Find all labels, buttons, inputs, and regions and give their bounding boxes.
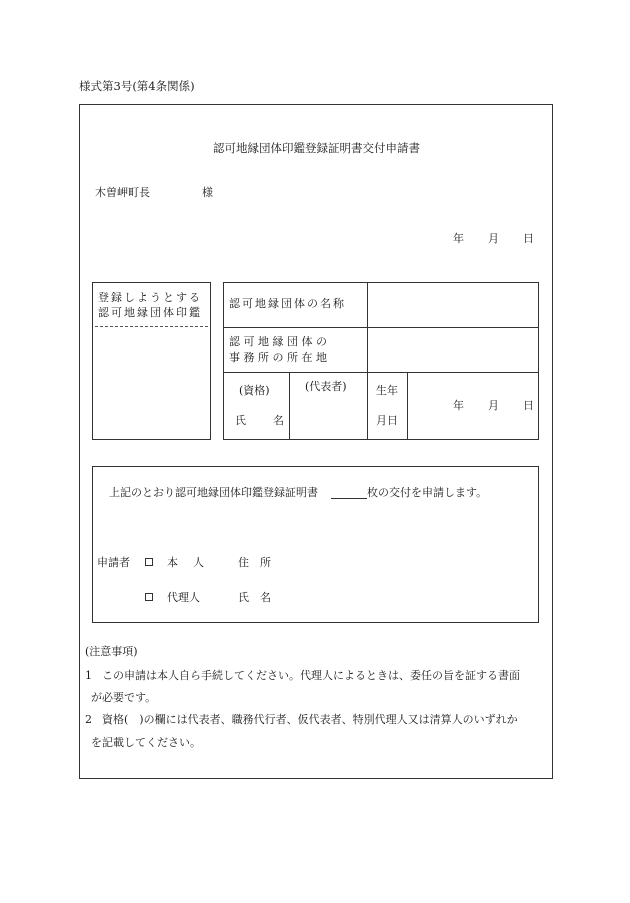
date-month-label: 月 — [488, 232, 499, 245]
birth-day-label: 日 — [523, 399, 534, 412]
office-address-field[interactable] — [368, 328, 538, 372]
application-statement-before: 上記のとおり認可地縁団体印鑑登録証明書 — [109, 486, 318, 499]
applicant-self-label: 本 人 — [167, 556, 206, 569]
table-representative-divider — [367, 372, 368, 440]
applicant-name-label: 氏 名 — [238, 591, 271, 604]
seal-box-label-line2: 認可地縁団体印鑑 — [98, 306, 202, 319]
applicant-address-field[interactable] — [280, 552, 530, 572]
note-2-line1: 資格( )の欄には代表者、職務代行者、仮代表者、特別代理人又は清算人のいずれか — [102, 713, 518, 726]
date-day-label: 日 — [523, 232, 534, 245]
date-year-label: 年 — [453, 232, 464, 245]
birth-month-label: 月 — [488, 399, 499, 412]
applicant-name-field[interactable] — [280, 587, 530, 607]
org-name-label: 認可地縁団体の名称 — [229, 297, 346, 310]
note-2-line2: を記載してください。 — [91, 736, 201, 749]
copies-blank[interactable] — [331, 498, 367, 499]
notes-heading: (注意事項) — [85, 645, 138, 658]
form-number: 様式第3号(第4条関係) — [79, 79, 195, 93]
applicant-agent-checkbox[interactable] — [145, 593, 153, 601]
form-title: 認可地縁団体印鑑登録証明書交付申請書 — [213, 141, 420, 155]
birthdate-label-line1: 生年 — [376, 384, 398, 397]
qualification-label: (資格) — [239, 384, 270, 397]
applicant-label: 申請者 — [97, 556, 130, 569]
representative-label: (代表者) — [305, 380, 347, 393]
office-address-label-line1: 認 可 地 縁 団 体 の — [229, 335, 327, 348]
table-birthdate-divider — [407, 372, 408, 440]
note-1-number: 1 — [85, 669, 92, 682]
seal-box-divider — [95, 326, 208, 327]
seal-box-label-line1: 登録しようとする — [98, 291, 202, 304]
applicant-agent-label: 代理人 — [167, 591, 200, 604]
representative-name-field[interactable] — [290, 395, 367, 439]
note-1-line2: が必要です。 — [91, 691, 157, 704]
org-name-field[interactable] — [368, 283, 538, 327]
representative-name-label: 氏 名 — [235, 414, 292, 427]
office-address-label-line2: 事 務 所 の 所 在 地 — [229, 351, 327, 364]
birthdate-label-line2: 月日 — [376, 414, 398, 427]
table-row-divider-2 — [223, 372, 539, 373]
addressee-honorific: 様 — [202, 186, 213, 199]
applicant-self-checkbox[interactable] — [145, 558, 153, 566]
application-statement-after: 枚の交付を申請します。 — [367, 486, 488, 499]
addressee-name: 木曽岬町長 — [95, 186, 150, 199]
birth-year-label: 年 — [453, 399, 464, 412]
note-2-number: 2 — [85, 713, 92, 726]
applicant-address-label: 住 所 — [238, 556, 271, 569]
note-1-line1: この申請は本人自ら手続してください。代理人によるときは、委任の旨を証する書面 — [102, 669, 520, 682]
